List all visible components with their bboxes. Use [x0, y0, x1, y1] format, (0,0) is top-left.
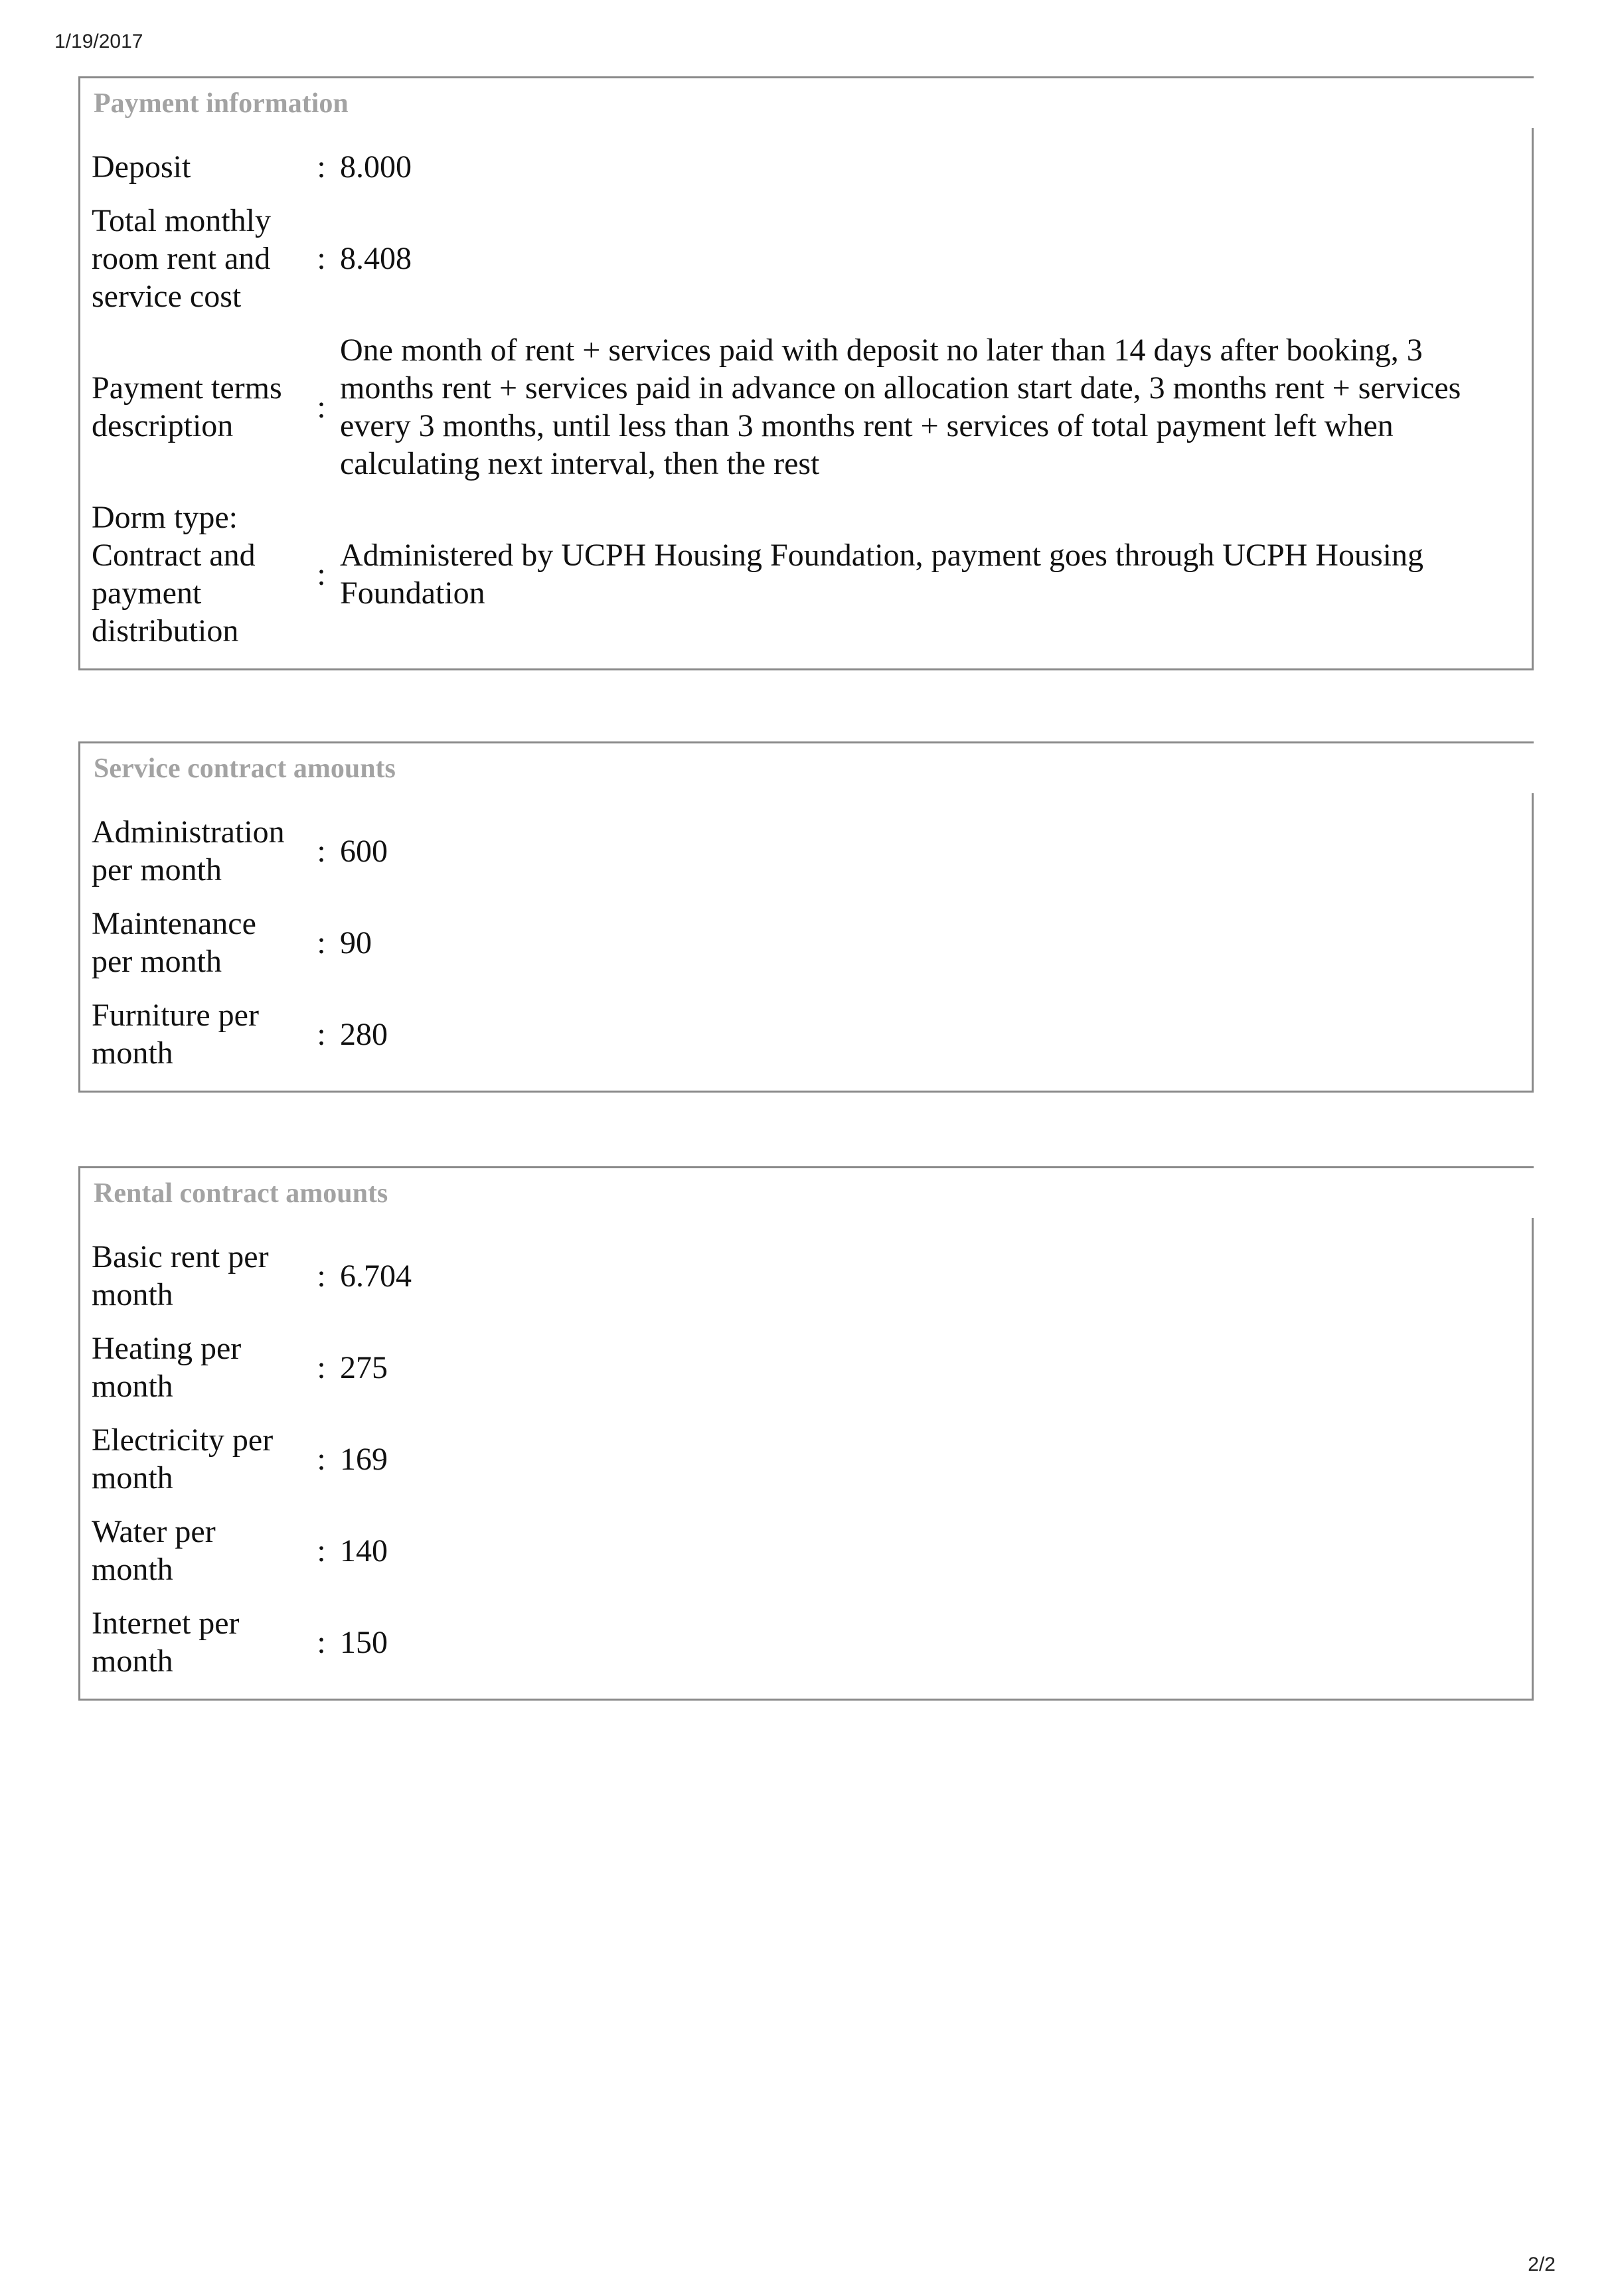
rental-row-water — [80, 1505, 1532, 1596]
row-separator: : — [317, 556, 326, 592]
page-number: 2/2 — [1528, 2254, 1556, 2275]
row-value: 8.000 — [340, 149, 412, 185]
row-separator: : — [317, 149, 326, 185]
service-row-furniture — [80, 988, 1532, 1080]
section-body — [78, 1218, 1534, 1701]
row-label: Total monthly room rent and service cost — [92, 203, 271, 314]
row-label: Maintenance per month — [92, 906, 256, 979]
row-label: Water per month — [92, 1514, 216, 1587]
row-value: Administered by UCPH Housing Foundation, payment goes through UCPH Housing Foundation — [340, 538, 1423, 611]
row-separator: : — [317, 389, 326, 425]
row-value: 275 — [340, 1349, 388, 1385]
rental-row-basic-rent — [80, 1230, 1532, 1322]
row-value: 169 — [340, 1441, 388, 1477]
row-separator: : — [317, 833, 326, 869]
row-value: One month of rent + services paid with deposit no later than 14 days after booking, 3 months rent + services paid in advance on allocation start date, 3 months rent + services every 3 months, until less than 3 months rent + services of total payment left when calculating next interval, then the rest — [340, 333, 1461, 481]
row-value: 600 — [340, 833, 388, 869]
section-title: Payment information — [78, 76, 1534, 129]
row-label: Heating per month — [92, 1331, 242, 1404]
rental-row-electricity — [80, 1413, 1532, 1505]
row-label: Internet per month — [92, 1606, 240, 1679]
row-label: Electricity per month — [92, 1422, 274, 1495]
service-contract-section — [78, 741, 1534, 1093]
row-value: 280 — [340, 1016, 388, 1052]
payment-information-section — [78, 76, 1534, 670]
row-value: 140 — [340, 1533, 388, 1569]
service-row-administration — [80, 805, 1532, 897]
row-value: 6.704 — [340, 1258, 412, 1294]
section-title: Service contract amounts — [78, 741, 1534, 795]
row-separator: : — [317, 1441, 326, 1477]
row-label: Payment terms description — [92, 370, 282, 443]
rental-row-internet — [80, 1596, 1532, 1688]
section-body — [78, 128, 1534, 670]
row-separator: : — [317, 1258, 326, 1294]
row-separator: : — [317, 925, 326, 960]
row-separator: : — [317, 1533, 326, 1569]
section-body — [78, 793, 1534, 1093]
row-separator: : — [317, 1349, 326, 1385]
row-label: Deposit — [92, 149, 191, 185]
row-label: Administration per month — [92, 814, 285, 887]
service-row-maintenance — [80, 897, 1532, 988]
print-date: 1/19/2017 — [54, 31, 143, 52]
info-row-payment-terms — [80, 323, 1532, 491]
row-label: Dorm type: Contract and payment distribution — [92, 500, 256, 649]
row-value: 90 — [340, 925, 372, 960]
row-label: Furniture per month — [92, 998, 259, 1071]
info-row-deposit — [80, 140, 1532, 194]
row-value: 150 — [340, 1624, 388, 1660]
row-separator: : — [317, 241, 326, 276]
info-row-dorm-type — [80, 491, 1532, 658]
row-value: 8.408 — [340, 241, 412, 276]
row-separator: : — [317, 1624, 326, 1660]
rental-row-heating — [80, 1322, 1532, 1413]
rental-contract-section — [78, 1166, 1534, 1701]
row-label: Basic rent per month — [92, 1239, 269, 1312]
info-row-total-monthly-cost — [80, 194, 1532, 323]
section-title: Rental contract amounts — [78, 1166, 1534, 1219]
row-separator: : — [317, 1016, 326, 1052]
